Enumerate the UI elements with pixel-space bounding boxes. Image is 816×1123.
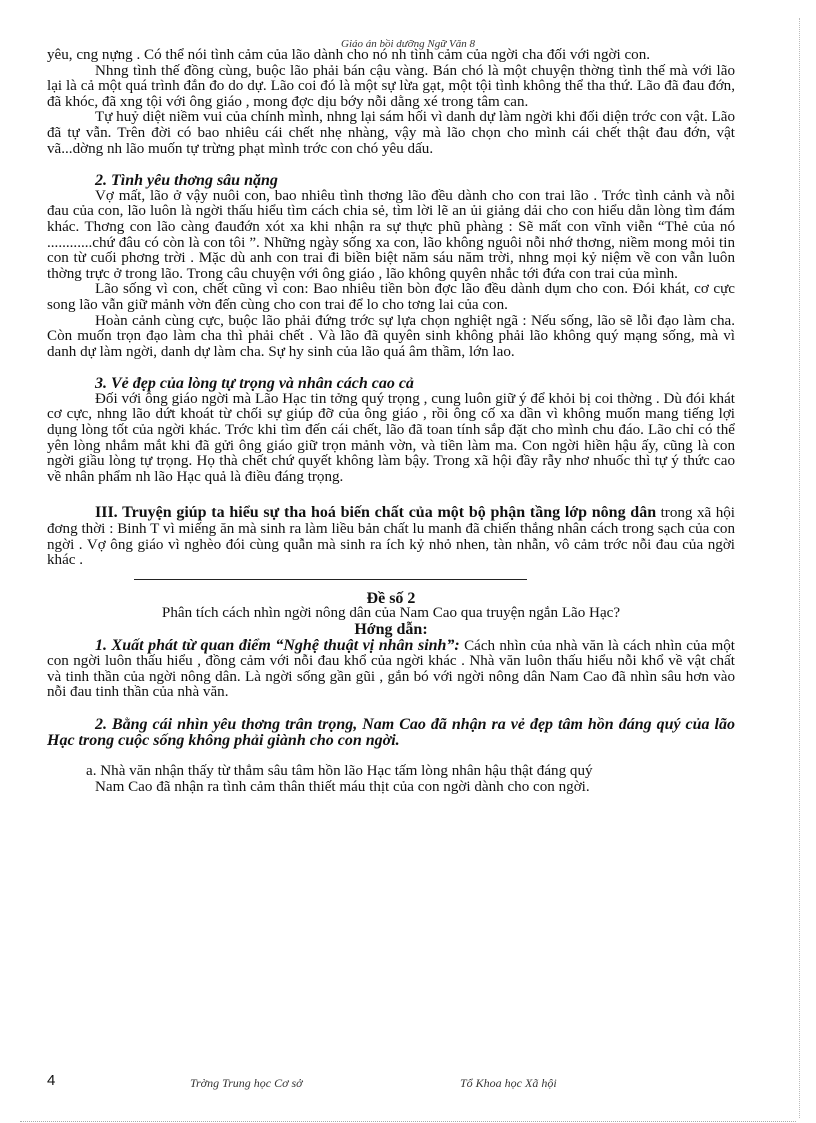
guide-point-a-text: Nam Cao đã nhận ra tình cảm thân thiết máu thịt của con ngời dành cho con ngời. [95,778,590,795]
paragraph: Nhng tình thế đồng cùng, buộc lão phải bán cậu vàng. Bán chó là một chuyện thờng tình thế mà với lão lại là cả một quá trình đắn đo do dự. Lão coi đó là một sự lừa gạt, một tội tình không thể tha thứ. Lão đã đau đớn, đã khóc, đã xng tội với ông giáo , mong đợc dịu bớy nỗi dằng xé trong tâm can. [47,62,735,110]
footer-department: Tổ Khoa học Xã hội [460,1076,557,1090]
page-header: Giáo án bồi dưỡng Ngữ Văn 8 [341,38,475,50]
paragraph: Hoàn cảnh cùng cực, buộc lão phải đứng trớc sự lựa chọn nghiệt ngã : Nếu sống, lão sẽ lỗi đạo làm cha. Còn muốn trọn đạo làm cha thì phải chết . Và lão đã quyên sinh không phải lão không quý mạng sống, mà vì danh dự làm ngời, danh dự làm cha. Sự hy sinh của lão quá âm thầm, lớn lao. [47,312,735,360]
subheading-dignity: 3. Vẻ đẹp của lòng tự trọng và nhân cách cao cả [95,375,414,393]
guide-heading: Hớng dẫn: [354,621,428,638]
section-three-text: trong xã hội đơng thời : Binh T vì miếng ăn mà sinh ra làm liều bản chất lu manh đã chiến thắng nhân cách trong sạch của con ngời . Vợ ông giáo vì nghèo đói cùng quẫn mà sinh ra ích kỷ nhỏ nhen, tàn nhẫn, vô cảm trớc nỗi đau của ngời khác . [47,505,735,569]
guide-point-2: 2. Bằng cái nhìn yêu thơng trân trọng, Nam Cao đã nhận ra vẻ đẹp tâm hồn đáng quý của lão Hạc trong cuộc sống không phải giành cho con ngời. [47,715,735,749]
bottom-dotted-line [20,1121,796,1122]
paragraph: yêu, cng nựng . Có thể nói tình cảm của lão dành cho nó nh tình cảm của ngời cha đối với ngời con. [47,47,651,63]
guide-point-1-text: Cách nhìn của nhà văn là cách nhìn của một con ngời luôn thấu hiểu , đồng cảm với nỗi đau khổ của ngời khác . Nhà văn luôn thấu hiểu nỗi khổ về vật chất và tinh thần của ngời nông dân. Là ngời sống gần gũi , gắn bó với ngời nông dân Nam Cao đã nhìn sâu hơn vào nỗi đau tinh thần của nhà văn. [47,637,735,701]
exercise-question: Phân tích cách nhìn ngời nông dân của Nam Cao qua truyện ngắn Lão Hạc? [161,605,621,622]
subheading-love: 2. Tình yêu thơng sâu nặng [95,172,278,190]
section-three [47,505,735,568]
guide-point-1-heading: 1. Xuất phát từ quan điểm “Nghệ thuật vị nhân sinh”: [95,636,460,654]
paragraph: Đối với ông giáo ngời mà Lão Hạc tin tởng quý trọng , cung luôn giữ ý để khỏi bị coi thờng . Dù đói khát cơ cực, nhng lão dứt khoát từ chối sự giúp đỡ của ông giáo , rồi ông cố xa dần vì không muốn mang tiếng lợi dụng lòng tốt của ngời khác. Trớc khi tìm đến cái chết, lão đã toan tính sắp đặt cho mình chu đáo. Lão chỉ có thể yên lòng nhắm mắt khi đã gửi ông giáo giữ trọn mảnh vờn, và tiền làm ma. Con ngời hiền hậu ấy, cũng là con ngời giầu lòng tự trọng. Họ thà chết chứ quyết không làm bậy. Trong xã hội đầy rẫy nhơ nhuốc thì tự ý thức cao về nhân phẩm nh lão Hạc quả là điều đáng trọng. [47,390,735,485]
section-three-heading: III. Truyện giúp ta hiểu sự tha hoá biến chất của một bộ phận tầng lớp nông dân [95,504,657,522]
divider [47,569,735,591]
guide-point-a: a. Nhà văn nhận thấy từ thẳm sâu tâm hồn lão Hạc tấm lòng nhân hậu thật đáng quý [86,763,593,780]
exercise-title: Đề số 2 [366,589,416,607]
paragraph: Tự huỷ diệt niềm vui của chính mình, nhng lại sám hối vì danh dự làm ngời khi đối diện trớc con vật. Lão đã tự vẫn. Trên đời có bao nhiêu cái chết nhẹ nhàng, vậy mà lão chọn cho mình cái chết thật đau đớn, vật vã...dờng nh lão muốn tự trừng phạt mình trớc con chó yêu dấu. [47,109,735,157]
paragraph: Lão sống vì con, chết cũng vì con: Bao nhiêu tiền bòn đợc lão đều dành dụm cho con. Đói khát, cơ cực song lão vẫn giữ mảnh vờn đến cùng cho con trai để lo cho tơng lai của con. [47,281,735,313]
right-margin-line [799,18,800,1118]
document-body [47,48,735,795]
page-number: 4 [47,1072,56,1089]
page-footer [0,1074,816,1094]
guide-point-1 [47,638,735,701]
paragraph: Vợ mất, lão ở vậy nuôi con, bao nhiêu tình thơng lão đều dành cho con trai lão . Trớc tình cảnh và nỗi đau của con, lão luôn là ngời thấu hiểu tìm cách chia sẻ, tìm lời lẽ an ủi giảng dải cho con hiểu dằn lòng tìm đám khác. Thơng con lão càng đauđớn xót xa khi nhận ra sự thực phũ phàng : Sẽ mất con vĩnh viễn “Thẻ của nó ............chứ đâu có còn là con tôi ”. Những ngày sống xa con, lão không nguôi nỗi nhớ thơng, niềm mong mỏi tin con từ cuối phơng trời . Mặc dù anh con trai đi biền biệt năm sáu năm trời, nhng mọi kỷ niệm về con vẫn luôn thờng trực ở trong lão. Trong câu chuyện với ông giáo , lão không quyên nhắc tới đứa con trai của mình. [47,187,735,282]
footer-school: Trờng Trung học Cơ sở [190,1076,303,1090]
